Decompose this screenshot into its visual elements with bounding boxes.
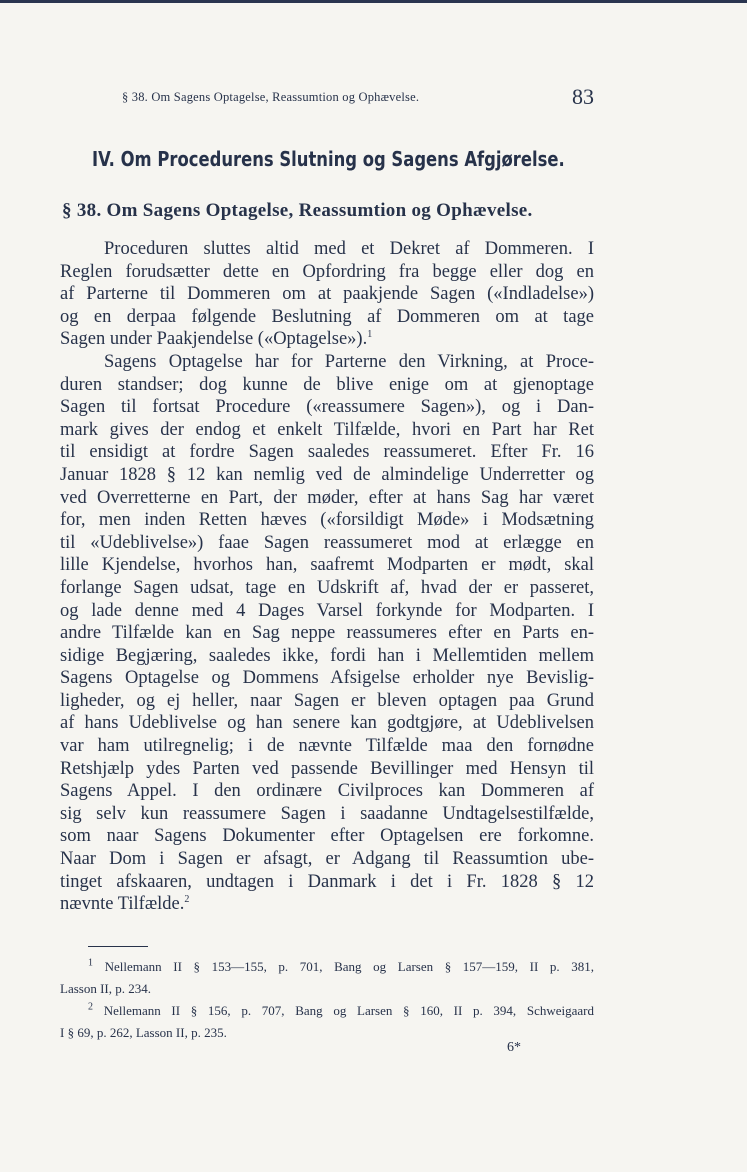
footnote-2-line: [60, 1000, 594, 1022]
body-line: af hans Udeblivelse og han senere kan godtgjøre, at Udeblivelsen: [60, 713, 594, 734]
body-line: for, men inden Retten hæves («forsildigt Møde» i Modsætning: [60, 510, 594, 531]
body-line: var ham utilregnelig; i de nævnte Tilfælde maa den fornødne: [60, 736, 594, 757]
body-line: Proceduren sluttes altid med et Dekret af Dommeren. I: [104, 239, 594, 259]
body-line: til ensidigt at fordre Sagen saaledes reassumeret. Efter Fr. 16: [60, 442, 594, 463]
footnote-ref-2: 2: [184, 894, 190, 906]
body-line: og en derpaa følgende Beslutning af Dommeren om at tage: [60, 306, 594, 327]
footnote-marker-2: 2: [88, 1001, 93, 1013]
body-line: ligheder, og ej heller, naar Sagen er bleven optagen paa Grund: [60, 690, 594, 711]
body-line-text: Sagen under Paakjendelse («Optagelse»).: [60, 329, 368, 350]
body-line: [60, 328, 594, 351]
page-number: 83: [572, 84, 594, 109]
body-line: Sagen til fortsat Procedure («reassumere Sagen»), og i Dan-: [60, 397, 594, 418]
body-line-text: nævnte Tilfælde.: [60, 894, 185, 915]
body-line: til «Udeblivelse») faae Sagen reassumeret mod at erlægge en: [60, 532, 594, 553]
chapter-heading: IV. Om Procedurens Slutning og Sagens Afgjørelse.: [92, 147, 565, 171]
footnotes: [60, 956, 594, 1044]
body-line: Sagens Optagelse har for Parterne den Virkning, at Proce-: [104, 351, 594, 372]
footnote-marker-1: 1: [88, 957, 93, 969]
body-line: Sagens Optagelse og Dommens Afsigelse erholder nye Bevislig-: [60, 668, 594, 689]
footnote-1-line-2: Lasson II, p. 234.: [60, 981, 151, 996]
body-line: tinget afskaaren, undtagen i Danmark i det i Fr. 1828 § 12: [60, 871, 594, 892]
body-line: af Parterne til Dommeren om at paakjende Sagen («Indladelse»): [60, 284, 594, 305]
footnote-2-line-2: I § 69, p. 262, Lasson II, p. 235.: [60, 1025, 227, 1040]
signature-mark: 6*: [507, 1040, 521, 1055]
body-line: Januar 1828 § 12 kan nemlig ved de almindelige Underretter og: [60, 464, 594, 485]
body-line: sidige Begjæring, saaledes ikke, fordi han i Mellemtiden mellem: [60, 645, 594, 666]
body-line: lille Kjendelse, hvorhos han, saafremt Modparten er mødt, skal: [60, 555, 594, 576]
footnote-2-text: Nellemann II § 156, p. 707, Bang og Larsen § 160, II p. 394, Schweigaard: [103, 1003, 594, 1018]
body-line: Sagens Appel. I den ordinære Civilproces kan Dommeren af: [60, 781, 594, 802]
body-line: duren standser; dog kunne de blive enige om at gjenoptage: [60, 374, 594, 395]
running-head: § 38. Om Sagens Optagelse, Reassumtion og Ophævelse.: [122, 90, 420, 104]
body-line: forlange Sagen udsat, tage en Udskrift af, hvad der er passeret,: [60, 577, 594, 598]
body-line: andre Tilfælde kan en Sag neppe reassumeres efter en Parts en-: [60, 623, 594, 644]
footnote-1-line: [60, 956, 594, 978]
body-line: Naar Dom i Sagen er afsagt, er Adgang til Reassumtion ube-: [60, 849, 594, 870]
body-text: [60, 238, 594, 916]
body-line: [60, 893, 594, 916]
body-line: sig selv kun reassumere Sagen i saadanne Undtagelsestilfælde,: [60, 803, 594, 824]
footnote-1-text: Nellemann II § 153—155, p. 701, Bang og Larsen § 157—159, II p. 381,: [104, 959, 595, 974]
footnote-rule: [88, 946, 148, 947]
body-line: mark gives der endog et enkelt Tilfælde, hvori en Part har Ret: [60, 419, 594, 440]
body-line: ved Overretterne en Part, der møder, efter at hans Sag har været: [60, 487, 594, 508]
section-heading: § 38. Om Sagens Optagelse, Reassumtion og Ophævelse.: [62, 200, 533, 221]
body-line: Reglen forudsætter dette en Opfordring fra begge eller dog en: [60, 261, 594, 282]
body-line: Retshjælp ydes Parten ved passende Bevillinger med Hensyn til: [60, 758, 594, 779]
top-border: [0, 0, 747, 3]
body-line: som naar Sagens Dokumenter efter Optagelsen ere forkomne.: [60, 826, 594, 847]
body-line: og lade denne med 4 Dages Varsel forkynde for Modparten. I: [60, 600, 594, 621]
footnote-ref-1: 1: [367, 329, 373, 341]
